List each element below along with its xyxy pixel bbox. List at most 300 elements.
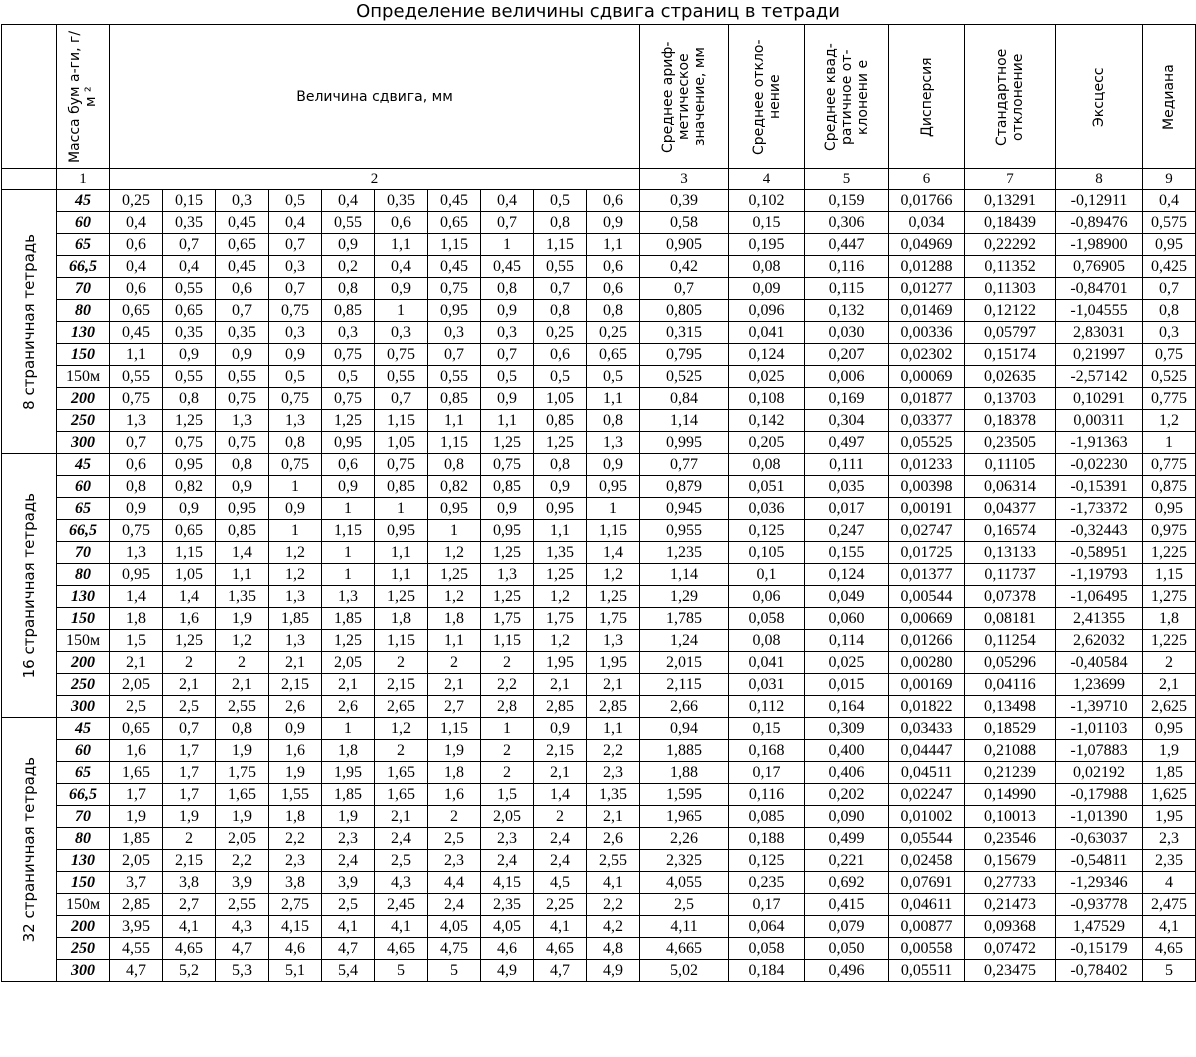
avg-dev-cell: 0,105 (729, 542, 805, 564)
shift-value-cell: 2 (375, 652, 428, 674)
shift-value-cell: 1 (375, 300, 428, 322)
shift-value-cell: 2 (163, 828, 216, 850)
shift-value-cell: 1,1 (428, 630, 481, 652)
mass-cell: 150 (57, 608, 110, 630)
shift-value-cell: 0,75 (428, 278, 481, 300)
shift-value-cell: 0,95 (322, 432, 375, 454)
shift-value-cell: 0,45 (481, 256, 534, 278)
variance-cell: 0,07691 (889, 872, 965, 894)
shift-value-cell: 1,7 (163, 762, 216, 784)
std-dev-cell: 0,21473 (965, 894, 1056, 916)
shift-value-cell: 0,7 (481, 344, 534, 366)
shift-value-cell: 1,8 (269, 806, 322, 828)
variance-cell: 0,00398 (889, 476, 965, 498)
table-row (2, 806, 1196, 828)
variance-cell: 0,04447 (889, 740, 965, 762)
mean-cell: 0,315 (640, 322, 729, 344)
median-cell: 1 (1143, 432, 1196, 454)
shift-value-cell: 0,5 (269, 190, 322, 212)
variance-cell: 0,01877 (889, 388, 965, 410)
shift-value-cell: 0,65 (428, 212, 481, 234)
shift-value-cell: 1,15 (375, 630, 428, 652)
median-cell: 4 (1143, 872, 1196, 894)
shift-value-cell: 2,2 (587, 894, 640, 916)
shift-value-cell: 1,35 (534, 542, 587, 564)
avg-dev-cell: 0,058 (729, 608, 805, 630)
shift-value-cell: 2,2 (587, 740, 640, 762)
rms-dev-cell: 0,309 (805, 718, 889, 740)
shift-value-cell: 1,1 (375, 234, 428, 256)
shift-value-cell: 1,15 (322, 520, 375, 542)
rms-dev-cell: 0,060 (805, 608, 889, 630)
shift-value-cell: 2,4 (322, 850, 375, 872)
shift-value-cell: 0,55 (110, 366, 163, 388)
shift-value-cell: 0,8 (110, 476, 163, 498)
shift-value-cell: 2,5 (428, 828, 481, 850)
shift-value-cell: 0,9 (163, 344, 216, 366)
rms-dev-cell: 0,499 (805, 828, 889, 850)
shift-value-cell: 2,1 (163, 674, 216, 696)
median-cell: 0,575 (1143, 212, 1196, 234)
shift-value-cell: 2,15 (269, 674, 322, 696)
excess-cell: -0,78402 (1056, 960, 1143, 982)
header-empty (2, 25, 57, 169)
table-row (2, 190, 1196, 212)
avg-dev-cell: 0,116 (729, 784, 805, 806)
median-cell: 1,225 (1143, 542, 1196, 564)
avg-dev-cell: 0,142 (729, 410, 805, 432)
shift-value-cell: 0,75 (322, 344, 375, 366)
shift-value-cell: 2,3 (269, 850, 322, 872)
shift-value-cell: 1,5 (481, 784, 534, 806)
shift-value-cell: 2,1 (216, 674, 269, 696)
shift-value-cell: 1,65 (216, 784, 269, 806)
shift-value-cell: 1,3 (110, 410, 163, 432)
shift-value-cell: 1,9 (269, 762, 322, 784)
shift-value-cell: 2,7 (163, 894, 216, 916)
excess-cell: -1,04555 (1056, 300, 1143, 322)
header-shift: Величина сдвига, мм (110, 25, 640, 169)
shift-value-cell: 1,3 (110, 542, 163, 564)
mass-cell: 150 (57, 344, 110, 366)
excess-cell: 0,02192 (1056, 762, 1143, 784)
std-dev-cell: 0,23475 (965, 960, 1056, 982)
shift-value-cell: 0,8 (216, 718, 269, 740)
shift-value-cell: 1,85 (269, 608, 322, 630)
std-dev-cell: 0,11254 (965, 630, 1056, 652)
rms-dev-cell: 0,207 (805, 344, 889, 366)
mass-cell: 200 (57, 916, 110, 938)
std-dev-cell: 0,13133 (965, 542, 1056, 564)
std-dev-cell: 0,13703 (965, 388, 1056, 410)
rms-dev-cell: 0,116 (805, 256, 889, 278)
shift-value-cell: 0,2 (322, 256, 375, 278)
shift-value-cell: 0,7 (481, 212, 534, 234)
std-dev-cell: 0,21239 (965, 762, 1056, 784)
shift-value-cell: 2,85 (587, 696, 640, 718)
excess-cell: -1,73372 (1056, 498, 1143, 520)
excess-cell: -0,93778 (1056, 894, 1143, 916)
mean-cell: 4,11 (640, 916, 729, 938)
variance-cell: 0,05511 (889, 960, 965, 982)
rms-dev-cell: 0,124 (805, 564, 889, 586)
shift-value-cell: 1,95 (322, 762, 375, 784)
header-variance: Дисперсия (889, 25, 965, 169)
shift-value-cell: 0,75 (322, 388, 375, 410)
std-dev-cell: 0,15174 (965, 344, 1056, 366)
median-cell: 1,275 (1143, 586, 1196, 608)
mass-cell: 66,5 (57, 520, 110, 542)
shift-value-cell: 0,85 (216, 520, 269, 542)
median-cell: 4,1 (1143, 916, 1196, 938)
column-number-row (2, 169, 1196, 190)
shift-value-cell: 0,25 (534, 322, 587, 344)
variance-cell: 0,00877 (889, 916, 965, 938)
shift-value-cell: 1,9 (216, 740, 269, 762)
shift-value-cell: 1,15 (375, 410, 428, 432)
table-row (2, 212, 1196, 234)
shift-value-cell: 4,9 (481, 960, 534, 982)
shift-value-cell: 3,9 (322, 872, 375, 894)
shift-value-cell: 1 (269, 520, 322, 542)
avg-dev-cell: 0,168 (729, 740, 805, 762)
shift-value-cell: 4,9 (587, 960, 640, 982)
excess-cell: -0,54811 (1056, 850, 1143, 872)
shift-value-cell: 0,55 (428, 366, 481, 388)
mean-cell: 1,595 (640, 784, 729, 806)
shift-value-cell: 1,15 (587, 520, 640, 542)
shift-value-cell: 2,45 (375, 894, 428, 916)
std-dev-cell: 0,21088 (965, 740, 1056, 762)
mean-cell: 2,66 (640, 696, 729, 718)
shift-value-cell: 1,25 (322, 630, 375, 652)
median-cell: 2,1 (1143, 674, 1196, 696)
shift-value-cell: 0,65 (216, 234, 269, 256)
shift-value-cell: 1,1 (428, 410, 481, 432)
mean-cell: 0,795 (640, 344, 729, 366)
mass-cell: 300 (57, 696, 110, 718)
shift-value-cell: 1,9 (216, 806, 269, 828)
median-cell: 1,15 (1143, 564, 1196, 586)
mean-cell: 2,26 (640, 828, 729, 850)
shift-value-cell: 0,6 (587, 256, 640, 278)
shift-value-cell: 4,8 (587, 938, 640, 960)
excess-cell: 2,62032 (1056, 630, 1143, 652)
excess-cell: -0,84701 (1056, 278, 1143, 300)
shift-value-cell: 0,75 (110, 520, 163, 542)
shift-value-cell: 4,1 (587, 872, 640, 894)
shift-value-cell: 0,8 (534, 454, 587, 476)
shift-value-cell: 4,1 (375, 916, 428, 938)
median-cell: 1,85 (1143, 762, 1196, 784)
shift-value-cell: 3,7 (110, 872, 163, 894)
avg-dev-cell: 0,235 (729, 872, 805, 894)
shift-value-cell: 1,4 (216, 542, 269, 564)
shift-value-cell: 1,05 (534, 388, 587, 410)
shift-value-cell: 0,9 (587, 212, 640, 234)
table-row (2, 278, 1196, 300)
shift-value-cell: 0,9 (216, 344, 269, 366)
median-cell: 0,75 (1143, 344, 1196, 366)
shift-value-cell: 2,15 (534, 740, 587, 762)
excess-cell: -0,15391 (1056, 476, 1143, 498)
shift-value-cell: 0,3 (375, 322, 428, 344)
excess-cell: -1,06495 (1056, 586, 1143, 608)
shift-value-cell: 1,9 (428, 740, 481, 762)
median-cell: 2,3 (1143, 828, 1196, 850)
group-label: 32 страничная тетрадь (2, 718, 57, 982)
shift-value-cell: 1,75 (481, 608, 534, 630)
shift-value-cell: 1,2 (587, 564, 640, 586)
table-row (2, 608, 1196, 630)
shift-value-cell: 1,25 (322, 410, 375, 432)
shift-value-cell: 5,2 (163, 960, 216, 982)
table-row (2, 366, 1196, 388)
shift-value-cell: 2,1 (269, 652, 322, 674)
shift-value-cell: 0,9 (322, 234, 375, 256)
avg-dev-cell: 0,125 (729, 850, 805, 872)
shift-value-cell: 1 (375, 498, 428, 520)
shift-value-cell: 1,8 (110, 608, 163, 630)
avg-dev-cell: 0,195 (729, 234, 805, 256)
excess-cell: -1,01390 (1056, 806, 1143, 828)
shift-value-cell: 4,75 (428, 938, 481, 960)
table-row (2, 388, 1196, 410)
shift-value-cell: 0,95 (481, 520, 534, 542)
shift-value-cell: 0,5 (481, 366, 534, 388)
excess-cell: -1,98900 (1056, 234, 1143, 256)
avg-dev-cell: 0,025 (729, 366, 805, 388)
shift-value-cell: 0,75 (269, 388, 322, 410)
avg-dev-cell: 0,08 (729, 630, 805, 652)
shift-value-cell: 1,3 (587, 432, 640, 454)
std-dev-cell: 0,07378 (965, 586, 1056, 608)
shift-value-cell: 0,95 (163, 454, 216, 476)
rms-dev-cell: 0,090 (805, 806, 889, 828)
mass-cell: 70 (57, 806, 110, 828)
mass-cell: 250 (57, 410, 110, 432)
shift-value-cell: 2,05 (481, 806, 534, 828)
shift-value-cell: 1,7 (163, 784, 216, 806)
shift-value-cell: 0,8 (216, 454, 269, 476)
shift-value-cell: 0,4 (110, 256, 163, 278)
mean-cell: 1,785 (640, 608, 729, 630)
mean-cell: 1,965 (640, 806, 729, 828)
std-dev-cell: 0,15679 (965, 850, 1056, 872)
shift-value-cell: 0,6 (587, 190, 640, 212)
excess-cell: 1,47529 (1056, 916, 1143, 938)
shift-value-cell: 4,4 (428, 872, 481, 894)
rms-dev-cell: 0,692 (805, 872, 889, 894)
shift-value-cell: 0,8 (534, 300, 587, 322)
shift-value-cell: 0,5 (587, 366, 640, 388)
mass-cell: 70 (57, 278, 110, 300)
mass-cell: 250 (57, 938, 110, 960)
shift-value-cell: 2,6 (322, 696, 375, 718)
shift-value-cell: 1,1 (375, 564, 428, 586)
variance-cell: 0,01233 (889, 454, 965, 476)
shift-value-cell: 2,1 (110, 652, 163, 674)
shift-value-cell: 2 (375, 740, 428, 762)
shift-value-cell: 1,4 (110, 586, 163, 608)
std-dev-cell: 0,11303 (965, 278, 1056, 300)
shift-value-cell: 1,9 (110, 806, 163, 828)
shift-value-cell: 1,2 (269, 564, 322, 586)
mass-cell: 80 (57, 564, 110, 586)
variance-cell: 0,04611 (889, 894, 965, 916)
std-dev-cell: 0,12122 (965, 300, 1056, 322)
rms-dev-cell: 0,304 (805, 410, 889, 432)
shift-value-cell: 0,35 (163, 322, 216, 344)
rms-dev-cell: 0,496 (805, 960, 889, 982)
avg-dev-cell: 0,064 (729, 916, 805, 938)
shift-value-cell: 2,65 (375, 696, 428, 718)
variance-cell: 0,02458 (889, 850, 965, 872)
shift-value-cell: 1,15 (534, 234, 587, 256)
shift-value-cell: 2,2 (216, 850, 269, 872)
shift-value-cell: 1,2 (428, 542, 481, 564)
rms-dev-cell: 0,221 (805, 850, 889, 872)
shift-value-cell: 1,55 (269, 784, 322, 806)
shift-value-cell: 1,85 (322, 784, 375, 806)
shift-value-cell: 1,25 (163, 630, 216, 652)
shift-value-cell: 1,1 (534, 520, 587, 542)
shift-value-cell: 0,82 (428, 476, 481, 498)
table-row (2, 300, 1196, 322)
shift-value-cell: 1,25 (428, 564, 481, 586)
variance-cell: 0,01725 (889, 542, 965, 564)
mean-cell: 0,945 (640, 498, 729, 520)
median-cell: 0,525 (1143, 366, 1196, 388)
shift-value-cell: 0,8 (587, 300, 640, 322)
shift-value-cell: 0,3 (269, 322, 322, 344)
shift-value-cell: 2,4 (534, 850, 587, 872)
shift-value-cell: 1,2 (534, 586, 587, 608)
shift-value-cell: 0,4 (163, 256, 216, 278)
table-row (2, 586, 1196, 608)
table-row (2, 762, 1196, 784)
excess-cell: 0,00311 (1056, 410, 1143, 432)
std-dev-cell: 0,23505 (965, 432, 1056, 454)
variance-cell: 0,00069 (889, 366, 965, 388)
rms-dev-cell: 0,497 (805, 432, 889, 454)
shift-value-cell: 0,95 (534, 498, 587, 520)
mean-cell: 0,42 (640, 256, 729, 278)
shift-value-cell: 0,4 (110, 212, 163, 234)
shift-value-cell: 1,2 (216, 630, 269, 652)
variance-cell: 0,01266 (889, 630, 965, 652)
shift-value-cell: 1,2 (375, 718, 428, 740)
excess-cell: -0,89476 (1056, 212, 1143, 234)
shift-value-cell: 0,45 (216, 212, 269, 234)
shift-value-cell: 2,1 (534, 762, 587, 784)
shift-value-cell: 1,65 (375, 784, 428, 806)
rms-dev-cell: 0,415 (805, 894, 889, 916)
shift-value-cell: 0,3 (269, 256, 322, 278)
shift-value-cell: 1,05 (375, 432, 428, 454)
std-dev-cell: 0,27733 (965, 872, 1056, 894)
shift-value-cell: 1,9 (322, 806, 375, 828)
median-cell: 1,2 (1143, 410, 1196, 432)
excess-cell: -0,58951 (1056, 542, 1143, 564)
shift-value-cell: 0,75 (110, 388, 163, 410)
variance-cell: 0,01377 (889, 564, 965, 586)
shift-value-cell: 0,75 (163, 432, 216, 454)
mass-cell: 45 (57, 454, 110, 476)
shift-value-cell: 1,25 (481, 586, 534, 608)
median-cell: 4,65 (1143, 938, 1196, 960)
shift-value-cell: 1,95 (587, 652, 640, 674)
mean-cell: 2,5 (640, 894, 729, 916)
shift-value-cell: 4,7 (534, 960, 587, 982)
shift-value-cell: 0,75 (375, 344, 428, 366)
shift-value-cell: 1,4 (163, 586, 216, 608)
header-median: Медиана (1143, 25, 1196, 169)
table-row (2, 740, 1196, 762)
shift-value-cell: 0,95 (216, 498, 269, 520)
shift-value-cell: 2,35 (481, 894, 534, 916)
shift-value-cell: 4,15 (481, 872, 534, 894)
shift-value-cell: 0,55 (534, 256, 587, 278)
excess-cell: -0,32443 (1056, 520, 1143, 542)
shift-value-cell: 1,1 (216, 564, 269, 586)
shift-value-cell: 5 (375, 960, 428, 982)
shift-value-cell: 0,5 (269, 366, 322, 388)
rms-dev-cell: 0,447 (805, 234, 889, 256)
table-row (2, 938, 1196, 960)
shift-value-cell: 1 (587, 498, 640, 520)
rms-dev-cell: 0,159 (805, 190, 889, 212)
table-row (2, 564, 1196, 586)
shift-value-cell: 2 (481, 652, 534, 674)
avg-dev-cell: 0,051 (729, 476, 805, 498)
median-cell: 0,8 (1143, 300, 1196, 322)
mass-cell: 130 (57, 850, 110, 872)
median-cell: 0,95 (1143, 498, 1196, 520)
shift-value-cell: 4,5 (534, 872, 587, 894)
shift-value-cell: 4,7 (322, 938, 375, 960)
mean-cell: 1,885 (640, 740, 729, 762)
table-row (2, 652, 1196, 674)
shift-value-cell: 0,8 (322, 278, 375, 300)
median-cell: 1,625 (1143, 784, 1196, 806)
shift-value-cell: 2,05 (322, 652, 375, 674)
variance-cell: 0,03433 (889, 718, 965, 740)
median-cell: 0,4 (1143, 190, 1196, 212)
shift-value-cell: 2,5 (110, 696, 163, 718)
shift-value-cell: 0,4 (269, 212, 322, 234)
variance-cell: 0,05544 (889, 828, 965, 850)
shift-value-cell: 2,5 (375, 850, 428, 872)
variance-cell: 0,01288 (889, 256, 965, 278)
mean-cell: 2,115 (640, 674, 729, 696)
excess-cell: -1,29346 (1056, 872, 1143, 894)
shift-value-cell: 2 (163, 652, 216, 674)
shift-value-cell: 2,25 (534, 894, 587, 916)
excess-cell: 0,21997 (1056, 344, 1143, 366)
std-dev-cell: 0,11737 (965, 564, 1056, 586)
shift-value-cell: 2,2 (481, 674, 534, 696)
column-number: 1 (57, 169, 110, 190)
shift-value-cell: 0,35 (163, 212, 216, 234)
rms-dev-cell: 0,111 (805, 454, 889, 476)
shift-value-cell: 1,3 (587, 630, 640, 652)
shift-value-cell: 0,9 (269, 498, 322, 520)
shift-value-cell: 0,9 (534, 718, 587, 740)
shift-value-cell: 3,8 (163, 872, 216, 894)
shift-value-cell: 0,6 (322, 454, 375, 476)
rms-dev-cell: 0,406 (805, 762, 889, 784)
